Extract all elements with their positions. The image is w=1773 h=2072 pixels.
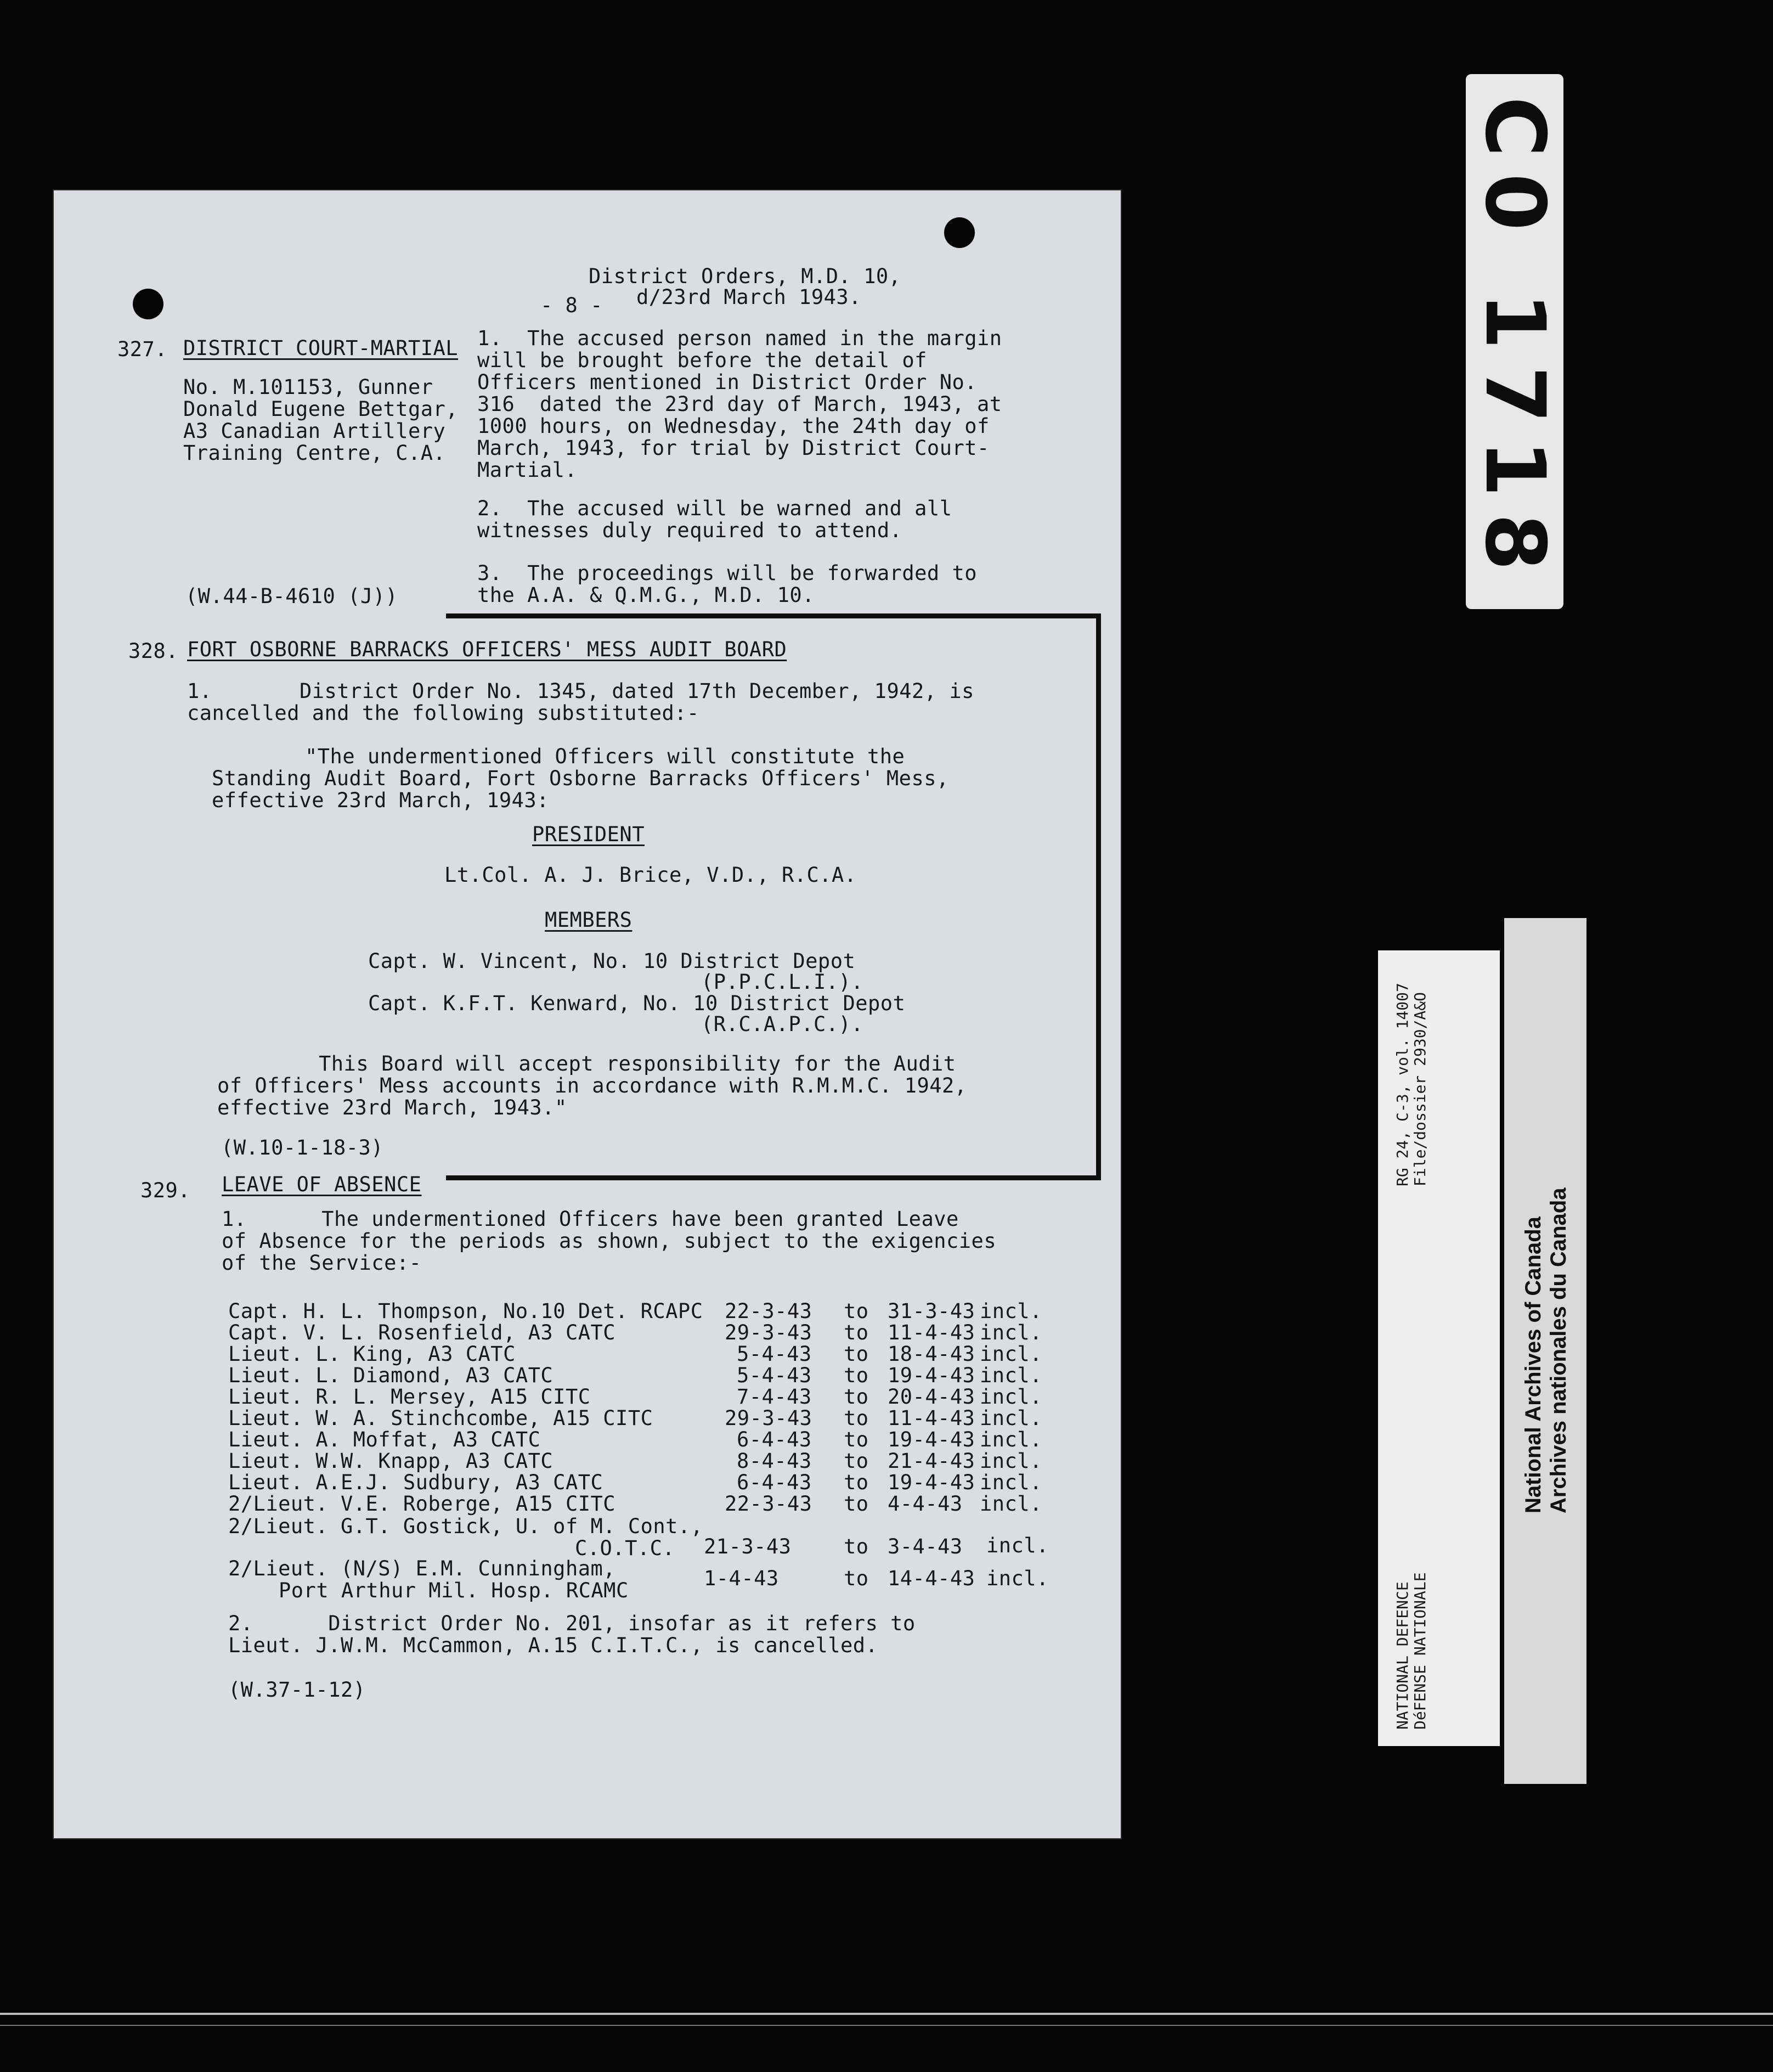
leave-incl: incl. bbox=[980, 1492, 1042, 1516]
leave-name-cont: C.O.T.C. bbox=[575, 1536, 675, 1560]
text-line: March, 1943, for trial by District Court- bbox=[477, 436, 990, 460]
text-line: cancelled and the following substituted:- bbox=[187, 701, 699, 725]
department-line-1: NATIONAL DEFENCE bbox=[1393, 1581, 1411, 1730]
text-line: 1000 hours, on Wednesday, the 24th day of bbox=[477, 414, 990, 438]
leave-name: Capt. V. L. Rosenfield, A3 CATC bbox=[228, 1321, 616, 1344]
text-line: Standing Audit Board, Fort Osborne Barracks Officers' Mess, bbox=[212, 767, 949, 790]
page-number: - 8 - bbox=[540, 294, 603, 317]
leave-incl: incl. bbox=[980, 1364, 1042, 1387]
text-line: This Board will accept responsibility for the Audit bbox=[319, 1052, 956, 1076]
leave-name: 2/Lieut. (N/S) E.M. Cunningham, bbox=[228, 1557, 616, 1580]
text-line: of Absence for the periods as shown, subject to the exigencies bbox=[222, 1229, 997, 1253]
document-date: d/23rd March 1943. bbox=[636, 285, 861, 309]
leave-to-word: to bbox=[844, 1385, 869, 1409]
leave-from: 21-3-43 bbox=[704, 1535, 792, 1558]
leave-to-word: to bbox=[844, 1428, 869, 1451]
president-name: Lt.Col. A. J. Brice, V.D., R.C.A. bbox=[444, 863, 857, 887]
members-label: MEMBERS bbox=[545, 908, 633, 932]
leave-from: 7-4-43 bbox=[737, 1385, 812, 1409]
text-line: 3. The proceedings will be forwarded to bbox=[477, 561, 978, 585]
leave-to-word: to bbox=[844, 1492, 869, 1516]
leave-from: 22-3-43 bbox=[725, 1492, 812, 1516]
order-number-329: 329. bbox=[140, 1179, 191, 1202]
leave-from: 6-4-43 bbox=[737, 1428, 812, 1451]
text-line: of Officers' Mess accounts in accordance with R.M.M.C. 1942, bbox=[217, 1074, 967, 1097]
leave-incl: incl. bbox=[986, 1567, 1049, 1590]
leave-to: 14-4-43 bbox=[888, 1567, 975, 1590]
leave-incl: incl. bbox=[986, 1534, 1049, 1557]
text-line: will be brought before the detail of bbox=[477, 348, 927, 372]
leave-to: 19-4-43 bbox=[888, 1364, 975, 1387]
leave-to-word: to bbox=[844, 1449, 869, 1473]
department-line-2: DéFENSE NATIONALE bbox=[1411, 1572, 1429, 1730]
leave-to-word: to bbox=[844, 1321, 869, 1344]
leave-from: 6-4-43 bbox=[737, 1471, 812, 1494]
archive-reference-label bbox=[1378, 950, 1500, 1746]
leave-to: 21-4-43 bbox=[888, 1449, 975, 1473]
leave-to-word: to bbox=[844, 1364, 869, 1387]
margin-line: Donald Eugene Bettgar, bbox=[183, 397, 459, 421]
leave-to-word: to bbox=[844, 1406, 869, 1430]
leave-name: Lieut. L. Diamond, A3 CATC bbox=[228, 1364, 554, 1387]
leave-name: Lieut. A.E.J. Sudbury, A3 CATC bbox=[228, 1471, 603, 1494]
leave-from: 8-4-43 bbox=[737, 1449, 812, 1473]
order-number-327: 327. bbox=[117, 337, 168, 361]
leave-from: 29-3-43 bbox=[725, 1406, 812, 1430]
leave-to: 11-4-43 bbox=[888, 1321, 975, 1344]
leave-to: 31-3-43 bbox=[888, 1299, 975, 1323]
file-reference-329: (W.37-1-12) bbox=[228, 1678, 366, 1702]
leave-name: 2/Lieut. V.E. Roberge, A15 CITC bbox=[228, 1492, 616, 1516]
archive-ref-line-1: RG 24, C-3, vol. 14007 bbox=[1393, 983, 1411, 1186]
leave-to: 19-4-43 bbox=[888, 1471, 975, 1494]
text-line: effective 23rd March, 1943: bbox=[212, 789, 549, 812]
text-line: 2. District Order No. 201, insofar as it refers to bbox=[228, 1612, 916, 1635]
document-title: District Orders, M.D. 10, bbox=[589, 264, 901, 288]
punch-hole-right bbox=[944, 217, 975, 248]
leave-to: 4-4-43 bbox=[888, 1492, 963, 1516]
leave-from: 1-4-43 bbox=[704, 1567, 779, 1590]
text-line: 1. The accused person named in the margin bbox=[477, 326, 1002, 350]
leave-name: Lieut. W.W. Knapp, A3 CATC bbox=[228, 1449, 554, 1473]
leave-to: 11-4-43 bbox=[888, 1406, 975, 1430]
leave-to-word: to bbox=[844, 1567, 869, 1590]
leave-name: Lieut. R. L. Mersey, A15 CITC bbox=[228, 1385, 591, 1409]
leave-from: 29-3-43 bbox=[725, 1321, 812, 1344]
leave-to: 18-4-43 bbox=[888, 1342, 975, 1366]
order-heading-327: DISTRICT COURT-MARTIAL bbox=[183, 336, 459, 360]
text-line: witnesses duly required to attend. bbox=[477, 519, 902, 542]
file-reference-328: (W.10-1-18-3) bbox=[221, 1136, 384, 1159]
leave-to-word: to bbox=[844, 1342, 869, 1366]
leave-to-word: to bbox=[844, 1299, 869, 1323]
leave-incl: incl. bbox=[980, 1299, 1042, 1323]
text-line: Lieut. J.W.M. McCammon, A.15 C.I.T.C., is cancelled. bbox=[228, 1634, 878, 1657]
archives-name-en: National Archives of Canada bbox=[1521, 1217, 1545, 1513]
text-line: 316 dated the 23rd day of March, 1943, at bbox=[477, 392, 1002, 416]
text-line: Martial. bbox=[477, 458, 578, 482]
margin-line: Training Centre, C.A. bbox=[183, 441, 446, 465]
leave-incl: incl. bbox=[980, 1471, 1042, 1494]
leave-incl: incl. bbox=[980, 1428, 1042, 1451]
leave-from: 5-4-43 bbox=[737, 1342, 812, 1366]
leave-from: 5-4-43 bbox=[737, 1364, 812, 1387]
order-heading-329: LEAVE OF ABSENCE bbox=[222, 1173, 422, 1196]
archive-ref-line-2: File/dossier 2930/A&O bbox=[1411, 992, 1429, 1186]
leave-name: Lieut. A. Moffat, A3 CATC bbox=[228, 1428, 541, 1451]
margin-line: A3 Canadian Artillery bbox=[183, 419, 446, 443]
text-line: 1. The undermentioned Officers have been granted Leave bbox=[222, 1207, 959, 1231]
leave-to: 20-4-43 bbox=[888, 1385, 975, 1409]
text-line: effective 23rd March, 1943." bbox=[217, 1096, 567, 1119]
leave-name: Lieut. W. A. Stinchcombe, A15 CITC bbox=[228, 1406, 653, 1430]
scan-edge-line bbox=[0, 2013, 1773, 2015]
president-label: PRESIDENT bbox=[532, 823, 645, 846]
film-frame-number: C0 1718 bbox=[1467, 96, 1562, 587]
leave-incl: incl. bbox=[980, 1342, 1042, 1366]
text-line: 2. The accused will be warned and all bbox=[477, 497, 952, 520]
text-line: Officers mentioned in District Order No. bbox=[477, 370, 978, 394]
leave-name: Capt. H. L. Thompson, No.10 Det. RCAPC bbox=[228, 1299, 703, 1323]
leave-incl: incl. bbox=[980, 1385, 1042, 1409]
text-line: Capt. W. Vincent, No. 10 District Depot bbox=[368, 949, 856, 973]
order-heading-328: FORT OSBORNE BARRACKS OFFICERS' MESS AUDIT BOARD bbox=[187, 638, 787, 661]
text-line: "The undermentioned Officers will constitute the bbox=[305, 745, 905, 768]
text-line: of the Service:- bbox=[222, 1251, 422, 1275]
national-archives-label bbox=[1504, 918, 1586, 1784]
film-strip-label bbox=[1466, 74, 1563, 609]
leave-name: Lieut. L. King, A3 CATC bbox=[228, 1342, 516, 1366]
document-page bbox=[54, 190, 1121, 1838]
leave-incl: incl. bbox=[980, 1406, 1042, 1430]
leave-incl: incl. bbox=[980, 1449, 1042, 1473]
scan-edge-line bbox=[0, 2025, 1773, 2026]
order-number-328: 328. bbox=[128, 639, 179, 663]
leave-incl: incl. bbox=[980, 1321, 1042, 1344]
leave-from: 22-3-43 bbox=[725, 1299, 812, 1323]
leave-to-word: to bbox=[844, 1471, 869, 1494]
file-reference-327: (W.44-B-4610 (J)) bbox=[185, 584, 398, 608]
archives-name-fr: Archives nationales du Canada bbox=[1546, 1187, 1571, 1513]
leave-to: 3-4-43 bbox=[888, 1535, 963, 1558]
leave-to-word: to bbox=[844, 1535, 869, 1558]
leave-name-cont: Port Arthur Mil. Hosp. RCAMC bbox=[279, 1579, 629, 1602]
margin-line: No. M.101153, Gunner bbox=[183, 375, 433, 399]
text-line: Capt. K.F.T. Kenward, No. 10 District Depot bbox=[368, 992, 906, 1015]
text-line: 1. District Order No. 1345, dated 17th December, 1942, is bbox=[187, 679, 974, 703]
text-line: (R.C.A.P.C.). bbox=[701, 1012, 864, 1036]
leave-to: 19-4-43 bbox=[888, 1428, 975, 1451]
text-line: the A.A. & Q.M.G., M.D. 10. bbox=[477, 583, 815, 607]
leave-name: 2/Lieut. G.T. Gostick, U. of M. Cont., bbox=[228, 1514, 703, 1538]
punch-hole-left bbox=[133, 289, 163, 319]
text-line: (P.P.C.L.I.). bbox=[701, 970, 864, 994]
